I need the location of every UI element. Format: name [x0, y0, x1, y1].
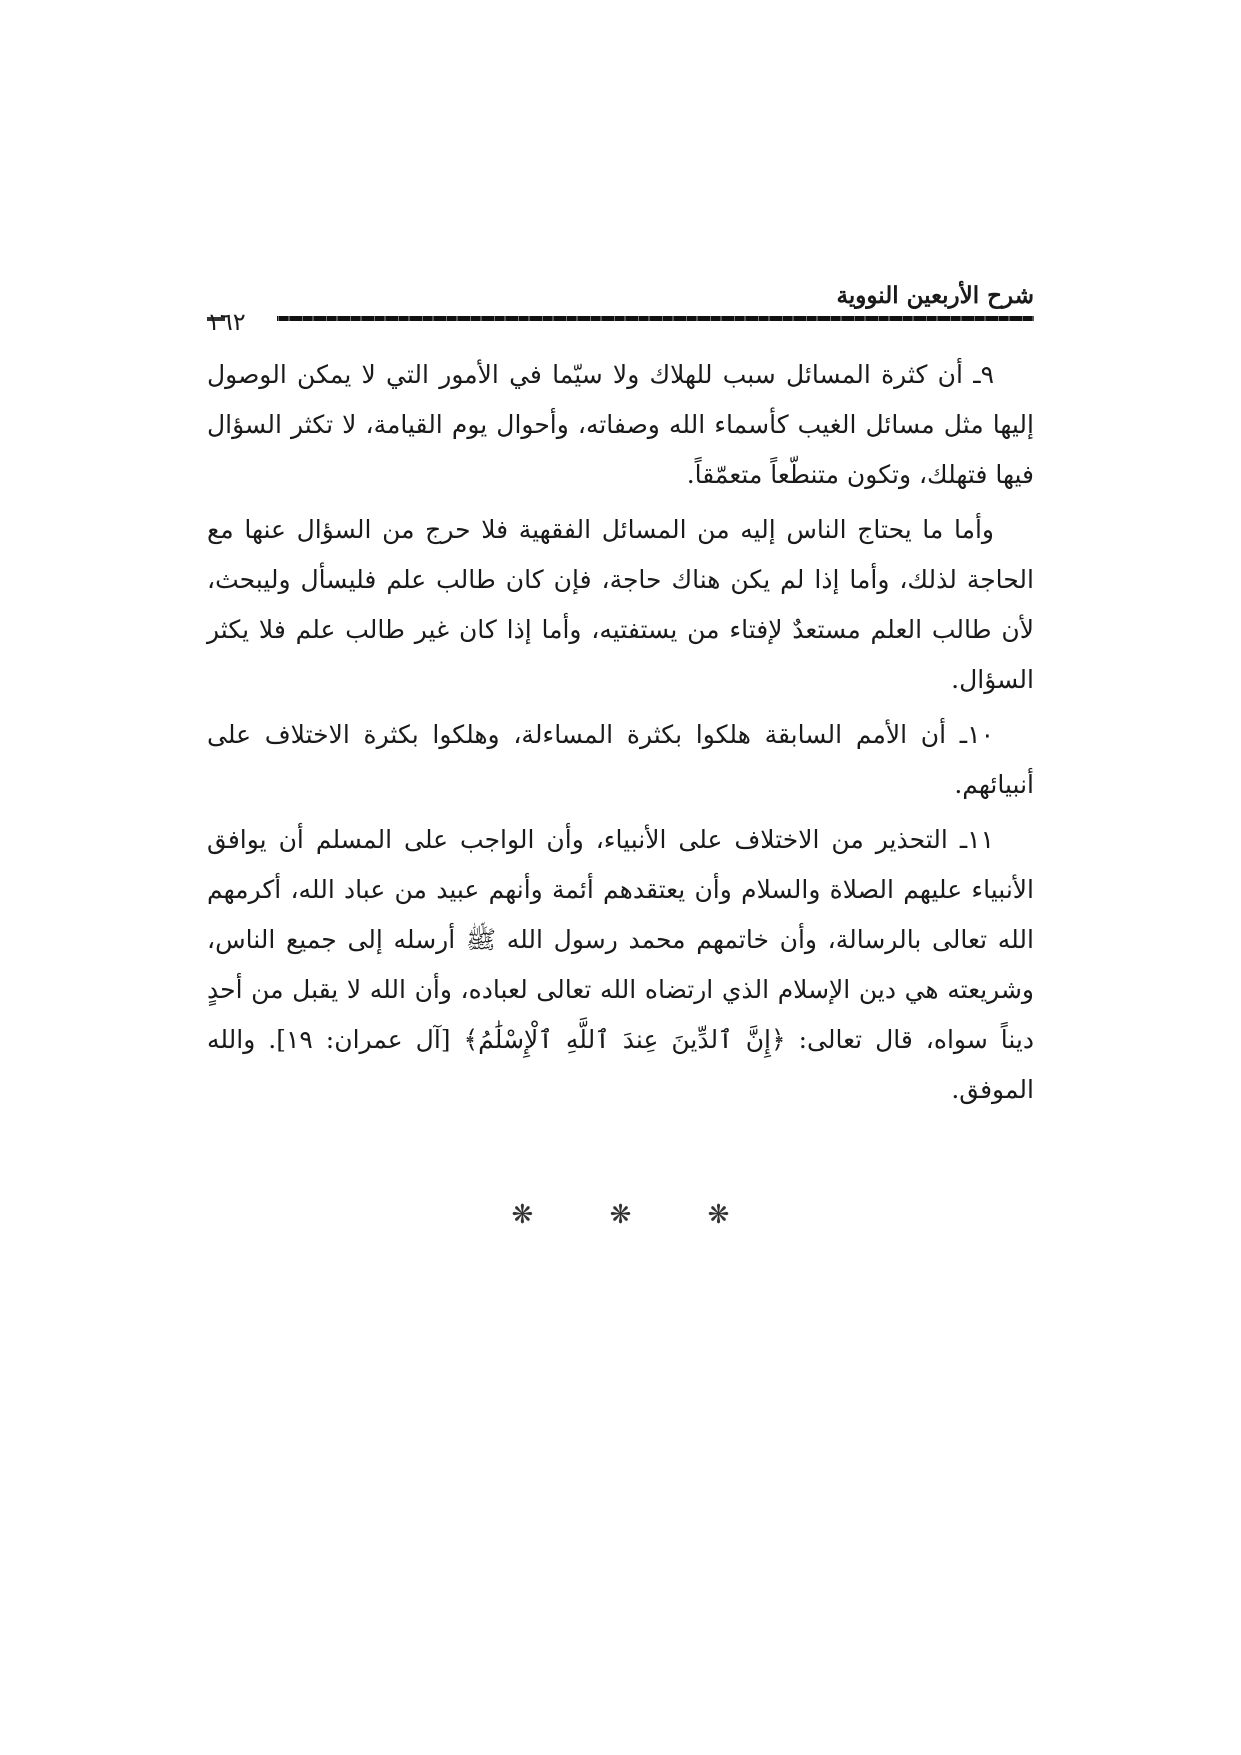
page-header — [207, 270, 1034, 334]
page-number: ١٦٢ — [207, 308, 246, 336]
paragraph-fiqh-questions: وأما ما يحتاج الناس إليه من المسائل الفقهية فلا حرج من السؤال عنها مع الحاجة لذلك، وأما إذا لم يكن هناك حاجة، فإن كان طالب علم فليسأل وليبحث، لأن طالب العلم مستعدٌ لإفتاء من يستفتيه، وأما إذا كان غير طالب علم فلا يكثر السؤال. — [207, 515, 1034, 694]
section-separator — [0, 1200, 1241, 1230]
header-rule — [207, 316, 1034, 321]
paragraph-point-9: ٩ـ أن كثرة المسائل سبب للهلاك ولا سيّما في الأمور التي لا يمكن الوصول إليها مثل مسائل الغيب كأسماء الله وصفاته، وأحوال يوم القيامة، لا تكثر السؤال فيها فتهلك، وتكون متنطّعاً متعمّقاً. — [207, 360, 1034, 489]
paragraph-point-10: ١٠ـ أن الأمم السابقة هلكوا بكثرة المساءلة، وهلكوا بكثرة الاختلاف على أنبيائهم. — [207, 720, 1034, 799]
asterism-icon: ❋ — [609, 1200, 632, 1230]
asterism-icon: ❋ — [707, 1200, 730, 1230]
running-title: شرح الأربعين النووية — [836, 282, 1034, 309]
asterism-icon: ❋ — [511, 1200, 534, 1230]
paragraph-point-11: ١١ـ التحذير من الاختلاف على الأنبياء، وأن الواجب على المسلم أن يوافق الأنبياء عليهم الصلاة والسلام وأن يعتقدهم أئمة وأنهم عبيد من عباد الله، أكرمهم الله تعالى بالرسالة، وأن خاتمهم محمد رسول الله ﷺ أرسله إلى جميع الناس، وشريعته هي دين الإسلام الذي ارتضاه الله تعالى لعباده، وأن الله لا يقبل من أحدٍ ديناً سواه، قال تعالى: ﴿إِنَّ ٱلدِّينَ عِندَ ٱللَّهِ ٱلْإِسْلَٰمُ﴾ [آل عمران: ١٩]. والله الموفق. — [207, 825, 1034, 1104]
body-text — [207, 350, 1034, 1120]
